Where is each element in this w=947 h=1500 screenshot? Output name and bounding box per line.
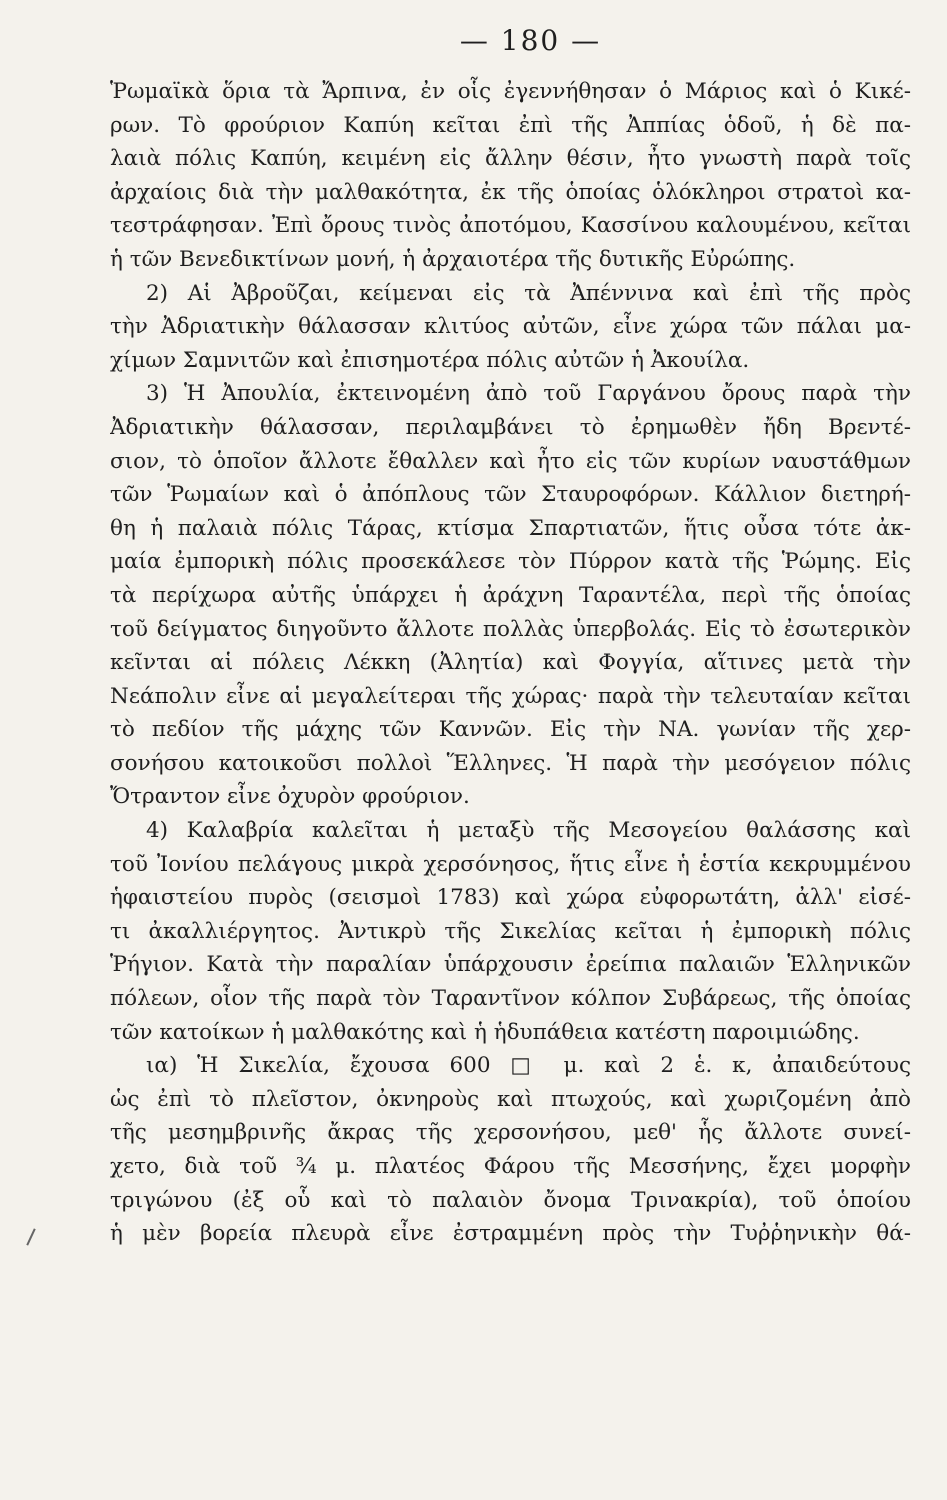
text-line: ὡς ἐπὶ τὸ πλεῖστον, ὀκνηροὺς καὶ πτωχούς, καὶ χωριζομένη ἀπὸ xyxy=(110,1086,911,1112)
text-line: λαιὰ πόλις Καπύη, κειμένη εἰς ἄλλην θέσιν, ἦτο γνωστὴ παρὰ τοῖς xyxy=(110,146,911,172)
text-line: τῶν Ῥωμαίων καὶ ὁ ἀπόπλους τῶν Σταυροφόρων. Κάλλιον διετηρή- xyxy=(110,482,911,508)
text-line: μαία ἐμπορικὴ πόλις προσεκάλεσε τὸν Πύρρον κατὰ τῆς Ῥώμης. Εἰς xyxy=(110,549,911,575)
text-line: τὴν Ἀδριατικὴν θάλασσαν κλιτύος αὐτῶν, εἶνε χώρα τῶν πάλαι μα- xyxy=(110,314,911,340)
text-line: τριγώνου (ἐξ οὗ καὶ τὸ παλαιὸν ὄνομα Τρινακρία), τοῦ ὁποίου xyxy=(110,1187,911,1213)
text-line: κεῖνται αἱ πόλεις Λέκκη (Ἀλητία) καὶ Φογγία, αἵτινες μετὰ τὴν xyxy=(110,650,911,676)
text-line: Ῥωμαϊκὰ ὅρια τὰ Ἄρπινα, ἐν οἷς ἐγεννήθησαν ὁ Μάριος καὶ ὁ Κικέ- xyxy=(110,79,911,104)
text-line: πόλεων, οἷον τῆς παρὰ τὸν Ταραντῖνον κόλπον Συβάρεως, τῆς ὁποίας xyxy=(110,986,911,1012)
text-line: ἡ μὲν βορεία πλευρὰ εἶνε ἐστραμμένη πρὸς τὴν Τυῤῥηνικὴν θά- xyxy=(110,1221,911,1247)
text-line: χετο, διὰ τοῦ ¾ μ. πλατέος Φάρου τῆς Μεσσήνης, ἔχει μορφὴν xyxy=(110,1154,911,1179)
text-line: Ὄτραντον εἶνε ὀχυρὸν φρούριον. xyxy=(110,784,470,810)
text-line: ια) Ἡ Σικελία, ἔχουσα 600 □ μ. καὶ 2 ἑ. κ, ἀπαιδεύτους xyxy=(146,1053,911,1079)
text-line: τεστράφησαν. Ἐπὶ ὄρους τινὸς ἀποτόμου, Κασσίνου καλουμένου, κεῖται xyxy=(110,213,911,239)
text-line: 4) Καλαβρία καλεῖται ἡ μεταξὺ τῆς Μεσογείου θαλάσσης καὶ xyxy=(146,818,911,844)
text-line: σιον, τὸ ὁποῖον ἄλλοτε ἔθαλλεν καὶ ἦτο εἰς τῶν κυρίων ναυστάθμων xyxy=(110,448,911,474)
text-line: ἀρχαίοις διὰ τὴν μαλθακότητα, ἐκ τῆς ὁποίας ὁλόκληροι στρατοὶ κα- xyxy=(110,179,911,205)
text-line: τοῦ Ἰονίου πελάγους μικρὰ χερσόνησος, ἥτις εἶνε ἡ ἑστία κεκρυμμένου xyxy=(110,851,911,877)
text-line: ἡ τῶν Βενεδικτίνων μονή, ἡ ἀρχαιοτέρα τῆς δυτικῆς Εὐρώπης. xyxy=(110,246,796,272)
text-line: Νεάπολιν εἶνε αἱ μεγαλείτεραι τῆς χώρας· παρὰ τὴν τελευταίαν κεῖται xyxy=(110,683,911,709)
text-line: τι ἀκαλλιέργητος. Ἀντικρὺ τῆς Σικελίας κεῖται ἡ ἐμπορικὴ πόλις xyxy=(110,918,911,944)
text-line: Ἀδριατικὴν θάλασσαν, περιλαμβάνει τὸ ἐρημωθὲν ἤδη Βρεντέ- xyxy=(110,414,911,440)
text-line: τοῦ δείγματος διηγοῦντο ἄλλοτε πολλὰς ὑπερβολάς. Εἰς τὸ ἐσωτερικὸν xyxy=(110,616,911,642)
text-line: Ῥήγιον. Κατὰ τὴν παραλίαν ὑπάρχουσιν ἐρείπια παλαιῶν Ἑλληνικῶν xyxy=(110,952,911,978)
text-line: ἡφαιστείου πυρὸς (σεισμοὶ 1783) καὶ χώρα εὐφορωτάτη, ἀλλ' εἰσέ- xyxy=(110,885,911,911)
text-line: χίμων Σαμνιτῶν καὶ ἐπισημοτέρα πόλις αὐτῶν ἡ Ἀκουίλα. xyxy=(110,347,750,373)
body-text xyxy=(110,75,911,1251)
text-line: 3) Ἡ Ἀπουλία, ἐκτεινομένη ἀπὸ τοῦ Γαργάνου ὄρους παρὰ τὴν xyxy=(146,381,911,407)
page-number: — 180 — xyxy=(459,24,602,57)
text-line: σονήσου κατοικοῦσι πολλοὶ Ἕλληνες. Ἡ παρὰ τὴν μεσόγειον πόλις xyxy=(110,750,911,776)
text-line: τῶν κατοίκων ἡ μαλθακότης καὶ ἡ ἡδυπάθεια κατέστη παροιμιώδης. xyxy=(110,1019,860,1045)
text-line: θη ἡ παλαιὰ πόλις Τάρας, κτίσμα Σπαρτιατῶν, ἥτις οὖσα τότε ἀκ- xyxy=(110,515,911,541)
text-line: τὰ περίχωρα αὐτῆς ὑπάρχει ἡ ἀράχνη Ταραντέλα, περὶ τῆς ὁποίας xyxy=(110,582,911,608)
text-line: 2) Αἱ Ἀβροῦζαι, κείμεναι εἰς τὰ Ἀπέννινα καὶ ἐπὶ τῆς πρὸς xyxy=(146,280,911,306)
text-line: τῆς μεσημβρινῆς ἄκρας τῆς χερσονήσου, μεθ' ἧς ἄλλοτε συνεί- xyxy=(110,1120,911,1146)
text-line: τὸ πεδίον τῆς μάχης τῶν Καννῶν. Εἰς τὴν ΝΑ. γωνίαν τῆς χερ- xyxy=(110,717,911,743)
text-line: ρων. Τὸ φρούριον Καπύη κεῖται ἐπὶ τῆς Ἀππίας ὁδοῦ, ἡ δὲ πα- xyxy=(110,112,911,138)
